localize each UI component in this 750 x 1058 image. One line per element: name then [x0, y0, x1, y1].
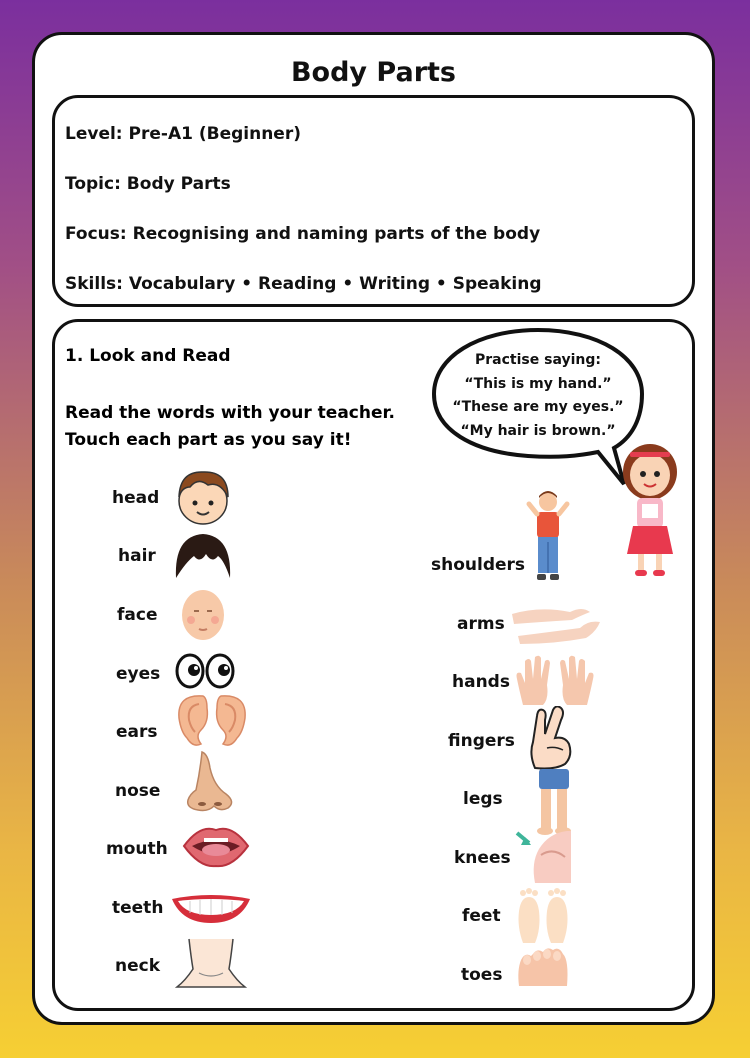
fingers-icon	[525, 706, 575, 770]
section-title: 1. Look and Read	[65, 346, 231, 366]
skills-text: Skills: Vocabulary • Reading • Writing • Speaking	[65, 274, 542, 294]
feet-icon	[515, 887, 571, 945]
word-hands: hands	[452, 672, 510, 692]
topic-text: Topic: Body Parts	[65, 174, 231, 194]
boy-shoulders-icon	[525, 490, 571, 582]
girl-speaking-icon	[615, 442, 685, 582]
knee-icon	[513, 827, 573, 885]
word-ears: ears	[116, 722, 158, 742]
instruction-line-1: Read the words with your teacher.	[65, 403, 395, 423]
word-toes: toes	[461, 965, 503, 985]
focus-text: Focus: Recognising and naming parts of the body	[65, 224, 541, 244]
info-box	[52, 95, 695, 307]
word-feet: feet	[462, 906, 501, 926]
word-face: face	[117, 605, 158, 625]
toes-icon	[515, 944, 571, 988]
word-mouth: mouth	[106, 839, 168, 859]
page-title: Body Parts	[290, 57, 457, 88]
word-knees: knees	[454, 848, 511, 868]
teeth-icon	[170, 887, 252, 927]
bubble-line-4: “My hair is brown.”	[460, 422, 616, 439]
worksheet	[32, 32, 715, 1025]
nose-icon	[180, 750, 236, 814]
bubble-line-2: “This is my hand.”	[464, 375, 612, 392]
arms-icon	[510, 602, 604, 648]
word-shoulders: shoulders	[431, 555, 526, 575]
word-nose: nose	[115, 781, 161, 801]
word-teeth: teeth	[112, 898, 164, 918]
word-eyes: eyes	[116, 664, 161, 684]
neck-icon	[175, 937, 247, 993]
level-text: Level: Pre-A1 (Beginner)	[65, 124, 301, 144]
word-head: head	[112, 488, 160, 508]
ears-icon	[173, 692, 251, 750]
word-neck: neck	[115, 956, 161, 976]
bubble-text	[438, 349, 638, 443]
eyes-icon	[175, 652, 235, 690]
boy-head-icon	[170, 467, 236, 527]
word-hair: hair	[118, 546, 156, 566]
word-arms: arms	[457, 614, 505, 634]
activity-box	[52, 319, 695, 1011]
face-icon	[178, 587, 228, 643]
word-fingers: fingers	[448, 731, 515, 751]
mouth-icon	[180, 822, 252, 870]
hands-icon	[513, 655, 597, 707]
word-legs: legs	[463, 789, 503, 809]
hair-icon	[172, 530, 234, 580]
bubble-line-1: Practise saying:	[475, 352, 601, 368]
bubble-line-3: “These are my eyes.”	[452, 399, 624, 415]
instruction-line-2: Touch each part as you say it!	[65, 430, 352, 450]
